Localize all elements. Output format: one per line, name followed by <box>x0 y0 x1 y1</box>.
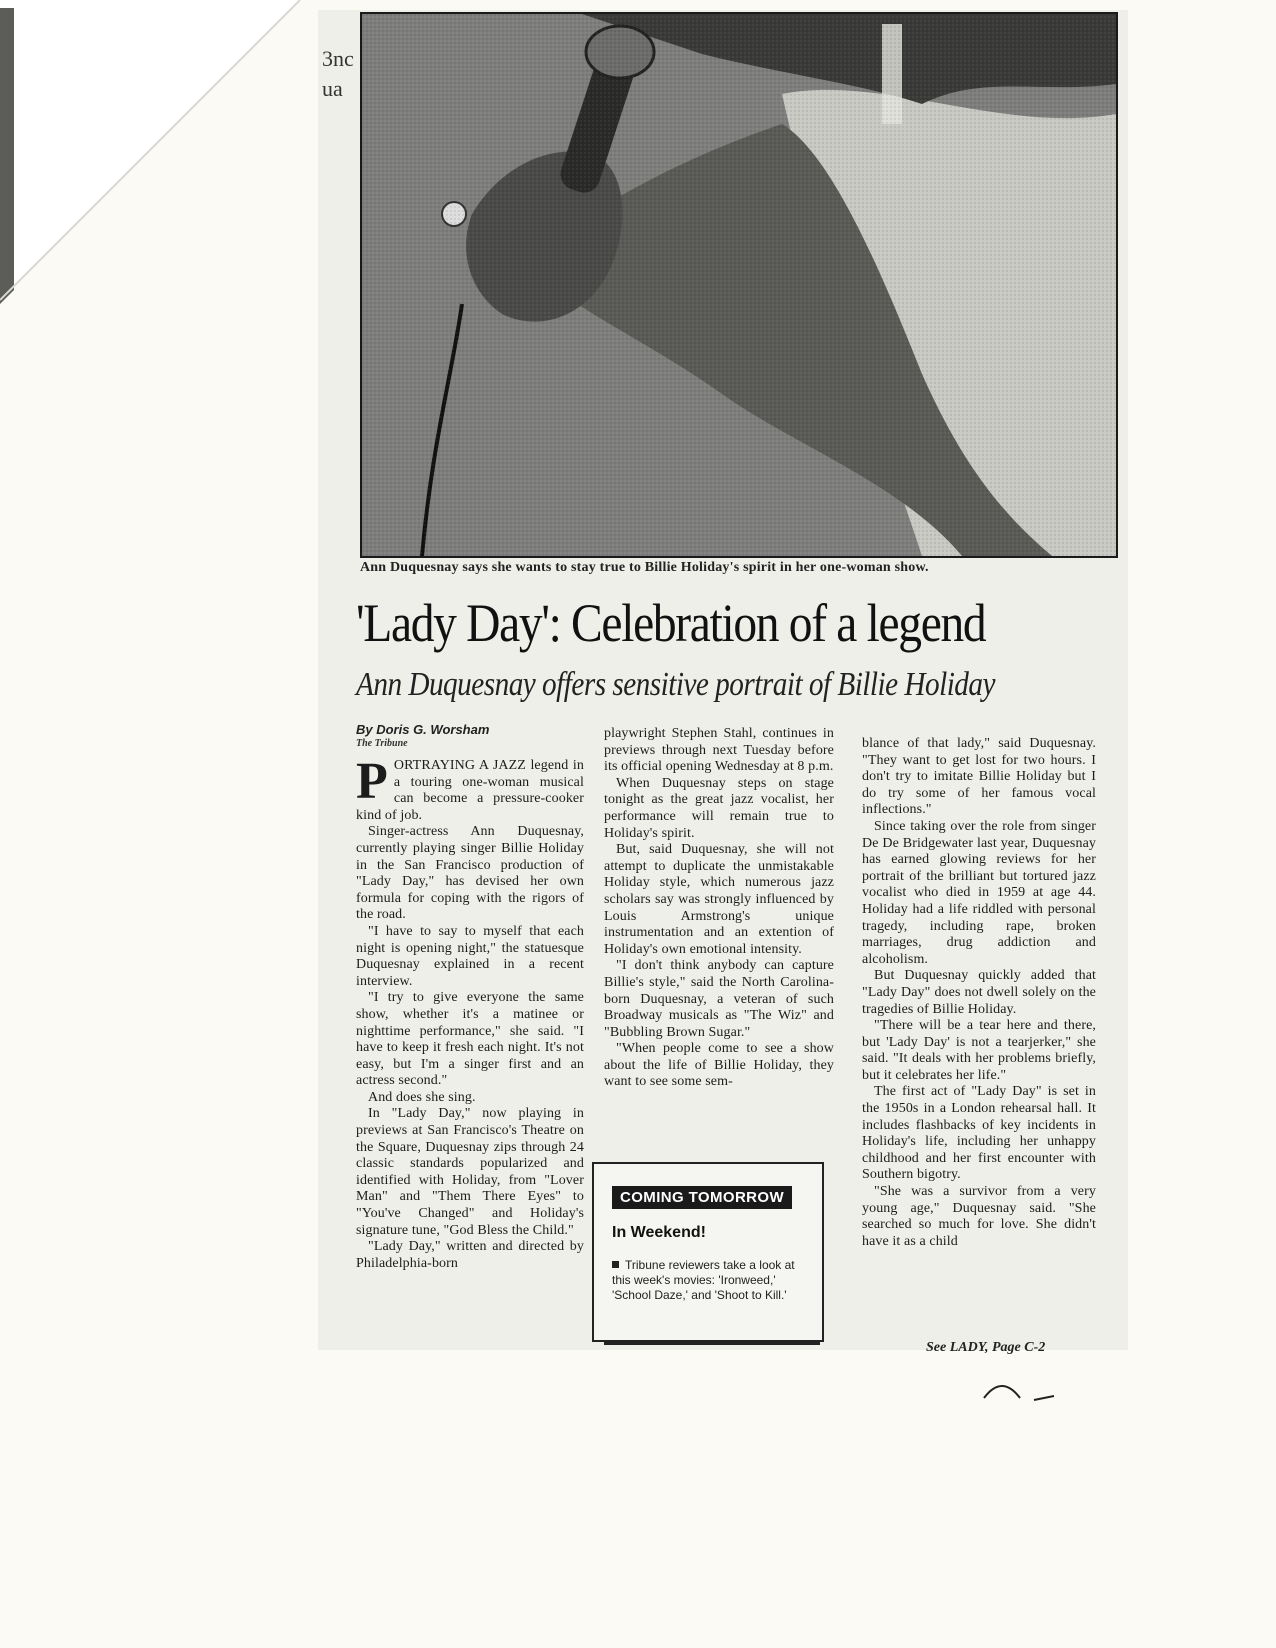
performer-photo <box>360 12 1118 558</box>
edge-fragment-line: 3nc <box>322 46 354 71</box>
paragraph: "She was a survivor from a very young age," Duquesnay said. "She searched so much for love. She didn't have it as a child <box>862 1184 1096 1249</box>
drop-cap: P <box>356 753 388 810</box>
coming-tomorrow-box <box>592 1162 824 1342</box>
promo-label: COMING TOMORROW <box>612 1186 792 1209</box>
paragraph: And does she sing. <box>368 1089 476 1105</box>
paragraph: Since taking over the role from singer De De Bridgewater last year, Duquesnay has earned glowing reviews for her portrait of the brilliant but tortured jazz vocalist who died in 1959 at age 44. Holiday had a life riddled with personal tragedy, including rape, broken marriages, drug addiction and alcoholism. <box>862 818 1096 967</box>
article-column-3 <box>862 736 1096 1250</box>
edge-fragment-line: ua <box>322 76 343 101</box>
promo-heading: In Weekend! <box>612 1224 706 1241</box>
paragraph: The first act of "Lady Day" is set in the 1950s in a London rehearsal hall. It includes flashbacks of key incidents in Holiday's life, including her unhappy childhood and her first encounter with Southern bigotry. <box>862 1084 1096 1183</box>
paragraph: "I don't think anybody can capture Billie's style," said the North Carolina-born Duquesnay, a veteran of such Broadway musicals as "The Wiz" and "Bubbling Brown Sugar." <box>604 958 834 1040</box>
continuation-line: See LADY, Page C-2 <box>926 1340 1046 1355</box>
byline: By Doris G. Worsham <box>356 722 490 737</box>
divider-rule <box>604 1342 820 1345</box>
paragraph: "There will be a tear here and there, but 'Lady Day' is not a tearjerker," she said. "It deals with her problems briefly, but it celebrates her life." <box>862 1018 1096 1083</box>
edge-fragment <box>322 44 356 104</box>
publication-credit: The Tribune <box>356 738 408 749</box>
article-column-1 <box>356 753 584 1272</box>
headline: 'Lady Day': Celebration of a legend <box>356 593 986 653</box>
paragraph: "When people come to see a show about the life of Billie Holiday, they want to see some sem- <box>604 1041 834 1090</box>
photo-caption: Ann Duquesnay says she wants to stay true to Billie Holiday's spirit in her one-woman show. <box>360 560 929 575</box>
paragraph: But Duquesnay quickly added that "Lady Day" does not dwell solely on the tragedies of Billie Holiday. <box>862 968 1096 1017</box>
promo-text: Tribune reviewers take a look at this week's movies: 'Ironweed,' 'School Daze,' and 'Shoot to Kill.' <box>612 1258 795 1302</box>
paragraph: ORTRAYING A JAZZ legend in a touring one-woman musical can become a pressure-cooker kind of job. <box>356 758 584 823</box>
handwritten-mark <box>982 1376 1062 1406</box>
paragraph: In "Lady Day," now playing in previews at San Francisco's Theatre on the Square, Duquesnay zips through 24 classic standards popularized and identified with Holiday, from "Lover Man" and "Them There Eyes" to "You've Changed" and Holiday's signature tune, "God Bless the Child." <box>356 1106 584 1238</box>
subheadline: Ann Duquesnay offers sensitive portrait of Billie Holiday <box>356 666 995 703</box>
bullet-square-icon <box>612 1261 619 1268</box>
paragraph: "I try to give everyone the same show, whether it's a matinee or nighttime performance," she said. "I have to keep it fresh each night. It's not easy, but I'm a singer first and an actress second." <box>356 990 584 1089</box>
paragraph: When Duquesnay steps on stage tonight as the great jazz vocalist, her performance will remain true to Holiday's spirit. <box>604 775 834 841</box>
paragraph: "I have to say to myself that each night is opening night," the statuesque Duquesnay explained in a recent interview. <box>356 923 584 989</box>
promo-text-block <box>612 1258 812 1303</box>
paragraph: blance of that lady," said Duquesnay. "They want to get lost for two hours. I don't try to imitate Billie Holiday but I do try some of her famous vocal inflections." <box>862 736 1096 818</box>
paragraph: "Lady Day," written and directed by Philadelphia-born <box>356 1239 584 1271</box>
paragraph: playwright Stephen Stahl, continues in previews through next Tuesday before its official opening Wednesday at 8 p.m. <box>604 726 834 775</box>
article-column-2 <box>604 726 834 1091</box>
paragraph: Singer-actress Ann Duquesnay, currently playing singer Billie Holiday in the San Francisco production of "Lady Day," has devised her own formula for coping with the rigors of the road. <box>356 824 584 923</box>
paragraph: But, said Duquesnay, she will not attempt to duplicate the unmistakable Holiday style, which numerous jazz scholars say was strongly influenced by Louis Armstrong's unique instrumentation and an extention of Holiday's own emotional intensity. <box>604 842 834 957</box>
